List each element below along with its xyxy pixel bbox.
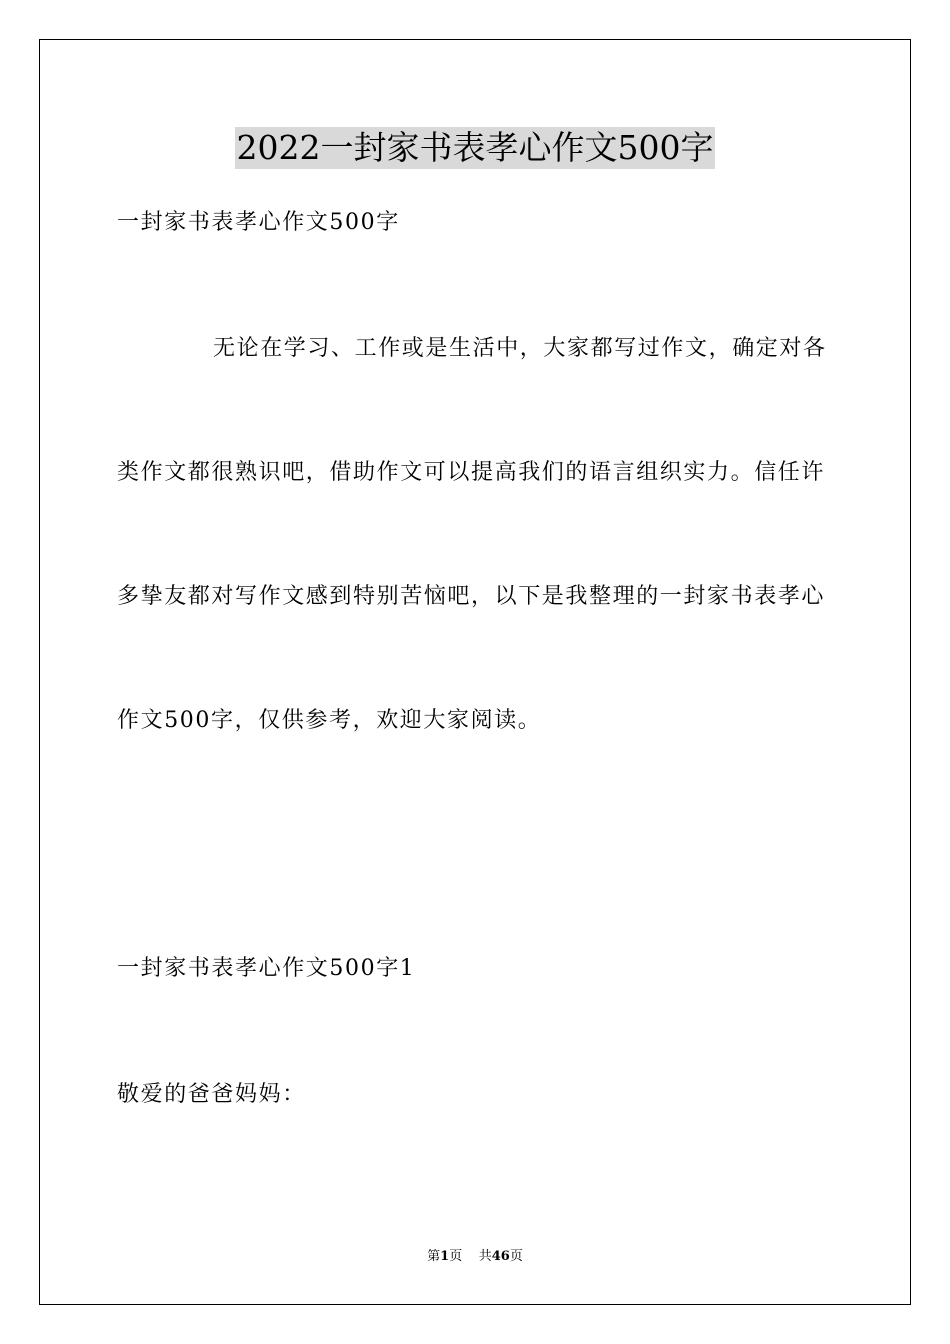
paragraph-line-2: 类作文都很熟识吧，借助作文可以提高我们的语言组织实力。信任许 (117, 460, 826, 485)
footer-total-prefix: 共 (478, 1249, 492, 1264)
section-heading: 一封家书表孝心作文500字1 (117, 956, 416, 981)
paragraph-line-1: 无论在学习、工作或是生活中，大家都写过作文，确定对各 (213, 336, 827, 361)
document-subtitle: 一封家书表孝心作文500字 (117, 210, 400, 235)
footer-page-number: 1 (440, 1249, 450, 1264)
footer-total-pages: 46 (491, 1249, 510, 1264)
footer-page-prefix: 第 (427, 1249, 441, 1264)
footer-total-suffix: 页 (509, 1249, 523, 1264)
page-footer (0, 1248, 950, 1266)
paragraph-line-4: 作文500字，仅供参考，欢迎大家阅读。 (117, 708, 542, 733)
document-title: 2022一封家书表孝心作文500字 (236, 128, 714, 167)
title-container (0, 127, 950, 169)
letter-salutation: 敬爱的爸爸妈妈： (117, 1082, 306, 1107)
paragraph-line-3: 多挚友都对写作文感到特别苦恼吧，以下是我整理的一封家书表孝心 (117, 584, 826, 609)
footer-page-suffix: 页 (449, 1249, 463, 1264)
